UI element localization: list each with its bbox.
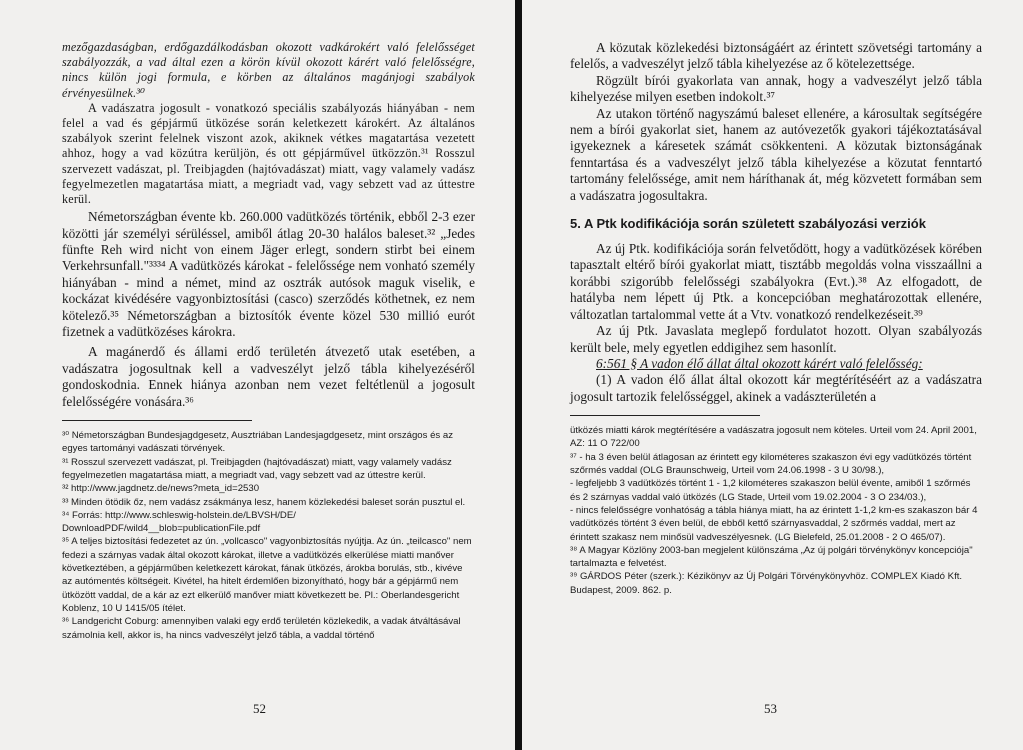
footnote-divider — [570, 415, 760, 416]
paragraph — [62, 40, 475, 207]
footnote: - nincs felelősségre vonhatóság a tábla hiánya miatt, ha az érintett 1-1,2 km-es szakaszon bár 4 vadütközés történt 3 éven belül, de ebből kettő szárnyasvaddal, 2 szőrmés vaddal, mert az érintett szakasz nem minősül vadveszélyesnek. (LG Bielefeld, 25.01.2008 - 2 O 465/07). — [570, 504, 978, 543]
right-page — [522, 0, 1023, 750]
footnote: ütközés miatti károk megtérítésére a vadászatra jogosult nem köteles. Urteil vom 24. April 2001, AZ: 11 O 722/00 — [570, 425, 977, 450]
left-page-content — [62, 40, 475, 642]
footnote: ³³ Minden ötödik őz, nem vadász zsákmánya lesz, hanem közlekedési baleset során pusztul el. — [62, 496, 466, 508]
footnote: ³⁶ Landgericht Coburg: amennyiben valaki egy erdő területén közlekedik, a vadak átváltásával számolnia kell, akkor is, ha nincs vadveszélyt jelző tábla, a vaddal történő — [62, 616, 461, 641]
footnote-divider — [62, 420, 252, 421]
footnote: ³⁰ Németországban Bundesjagdgesetz, Ausztriában Landesjagdgesetz, mint országos és az egyes tartományi vadászati törvények. — [62, 430, 454, 455]
paragraph-text: A közutak közlekedési biztonságáért az érintett szövetségi tartomány a felelős, a vadveszélyt jelző tábla kihelyezése az ő kötelezettsége. — [570, 40, 982, 72]
page-number: 53 — [764, 701, 777, 716]
footnote: ³⁸ A Magyar Közlöny 2003-ban megjelent különszáma „Az új polgári törvénykönyv koncepciója" tartalmazta e felvetést. — [570, 544, 973, 570]
paragraph — [570, 40, 982, 204]
footnote: ³⁷ - ha 3 éven belül átlagosan az érintett egy kilométeres szakaszon évi egy vadütközés történt szőrmés vaddal (OLG Braunschweig, Urteil vom 24.06.1998 - 3 U 30/98.), — [570, 451, 972, 477]
page-number: 52 — [253, 701, 266, 716]
paragraph — [570, 241, 982, 405]
paragraph-text: A magánerdő és állami erdő területén átvezető utak esetében, a vadászatra jogosultnak kell a vadveszélyt jelző tábla kihelyezéséről gondoskodnia. Ennek hiánya azonban nem vezet feltétlenül a jogosult felelősségére vonására.³⁶ — [62, 344, 475, 409]
footnote: ³⁵ A teljes biztosítási fedezetet az ún. „vollcasco" vagyonbiztosítás nyújtja. Az ún. „teilcasco" nem fedezi a szárnyas vadak által okozott károkat, illetve a vadütközés elkerülése miatti manőver következtében, a gépjárműben keletkezett károkat, fának ütközés, árokba borulás, stb., kivéve az autómentés költségeit. Kivétel, ha hitelt érdemlően bizonyítható, hogy bár a gépjármű nem ütközött vaddal, de a kár az ezt elkerülő manőver miatt következett be. Pl.: Oberlandesgericht Koblenz, 10 U 1415/05 ítélet. — [62, 536, 472, 614]
paragraph-text: A vadászatra jogosult - vonatkozó speciális szabályozás hiányában - nem felel a vad és gépjármű ütközése során keletkezett károkért. Az általános szabályok szerint felelnek viszont azok, akiknek vétkes magatartása vezetett ahhoz, hogy a vad közútra kerüljön, és ott gépjárművel ütközzön.³¹ Rosszul szervezett vadászat, pl. Treibjagden (hajtóvadászat) miatt, vagy valamely vadász fegyelmezetlen magatartása miatt, a megriadt vad, vagy sebzett vad az úttestre kerül. — [62, 100, 475, 207]
paragraph-text: (1) A vadon élő állat által okozott kár megtérítéséért az a vadászatra jogosult tartozik felelősséggel, akinek a vadászterületén a — [570, 372, 982, 404]
footnotes — [62, 429, 475, 642]
paragraph — [62, 209, 475, 410]
paragraph-text: Rögzült bírói gyakorlata van annak, hogy a vadveszélyt jelző tábla kihelyezése milyen esetben indokolt.³⁷ — [570, 72, 982, 105]
footnotes — [570, 424, 982, 597]
footnote: ³⁹ GÁRDOS Péter (szerk.): Kézikönyv az Új Polgári Törvénykönyvhöz. COMPLEX Kiadó Kft. Budapest, 2009. 862. p. — [570, 571, 963, 596]
paragraph-text: 6:561 § A vadon élő állat által okozott kárért való felelősség: — [596, 355, 923, 371]
footnote: ³² http://www.jagdnetz.de/news?meta_id=2530 — [62, 483, 260, 495]
section-heading: 5. A Ptk kodifikációja során született szabályozási verziók — [570, 216, 926, 232]
paragraph-text: Az új Ptk. Javaslata meglepő fordulatot hozott. Olyan szabályozás került bele, mely egyetlen eddigihez sem hasonlít. — [570, 323, 982, 355]
paragraph-text: Az utakon történő nagyszámú baleset ellenére, a károsultak segítségére nem a bírói gyakorlat siet, hanem az autóvezetők gyakori tájékoztatásával igyekeznek a káresetek számát csökkenteni. A közutak biztonságának fenntartása és a vadveszélyt jelző tábla kihelyezése a közutat fenntartó tartomány felelőssége, amit nem háríthanak át, még közvetett formában sem a vadászatra jogosultakra. — [570, 105, 982, 203]
paragraph-text: mezőgazdaságban, erdőgazdálkodásban okozott vadkárokért való felelősséget szabályozzák, a vad által ezen a körön kívül okozott kárért való felelősségre, nincs külön jogi formula, e körben az általános magánjogi szabályok érvényesülnek.³⁰ — [62, 40, 475, 100]
paragraph-text: Az új Ptk. kodifikációja során felvetődött, hogy a vadütközések körében tapasztalt eltérő bírói gyakorlat miatt, tisztább megoldás volna visszaállni a korábbi szigorúbb felelősségi szabályokra (Evt.).³⁸ Az elfogadott, de hatályba nem lépett új Ptk. a koncepcióban meghatározottak ellenére, változatlan tartalommal vette át a Vtv. vonatkozó rendelkezéseit.³⁹ — [570, 241, 982, 322]
book-gutter — [515, 0, 522, 750]
right-page-content — [570, 40, 982, 597]
footnote: - legfeljebb 3 vadütközés történt 1 - 1,2 kilométeres szakaszon belül évente, amiből 1 szőrmés és 2 szárnyas vaddal való ütközés (LG Stade, Urteil vom 19.02.2004 - 3 O 234/03.), — [570, 478, 971, 503]
paragraph-text: Németországban évente kb. 260.000 vadütközés történik, ebből 2-3 ezer közötti jár személyi sérüléssel, amiből átlag 20-30 halálos baleset.³² „Jedes fünfte Reh wird nicht von einem Jäger erlegt, sondern stirbt bei einem Verkehrsunfall."³³³⁴ A vadütközés károkat - felelőssége nem vonható személy hiányában - mind a német, mind az osztrák autósok maguk viselik, e kockázat kivédésére vagyonbiztosítási (casco) szerződés köthetnek, ez nem kötelező.³⁵ Németországban a biztosítók évente közel 530 millió eurót fizetnek a vadütközéses károkra. — [62, 209, 475, 340]
footnote: ³⁴ Forrás: http://www.schleswig-holstein.de/LBVSH/DE/ DownloadPDF/wild4__blob=publicationFile.pdf — [62, 509, 296, 535]
footnote: ³¹ Rosszul szervezett vadászat, pl. Treibjagden (hajtóvadászat) miatt, vagy valamely vadász fegyelmezetlen magatartása miatt, a megriadt vad, vagy sebzett vad az úttestre kerül. — [62, 456, 452, 481]
